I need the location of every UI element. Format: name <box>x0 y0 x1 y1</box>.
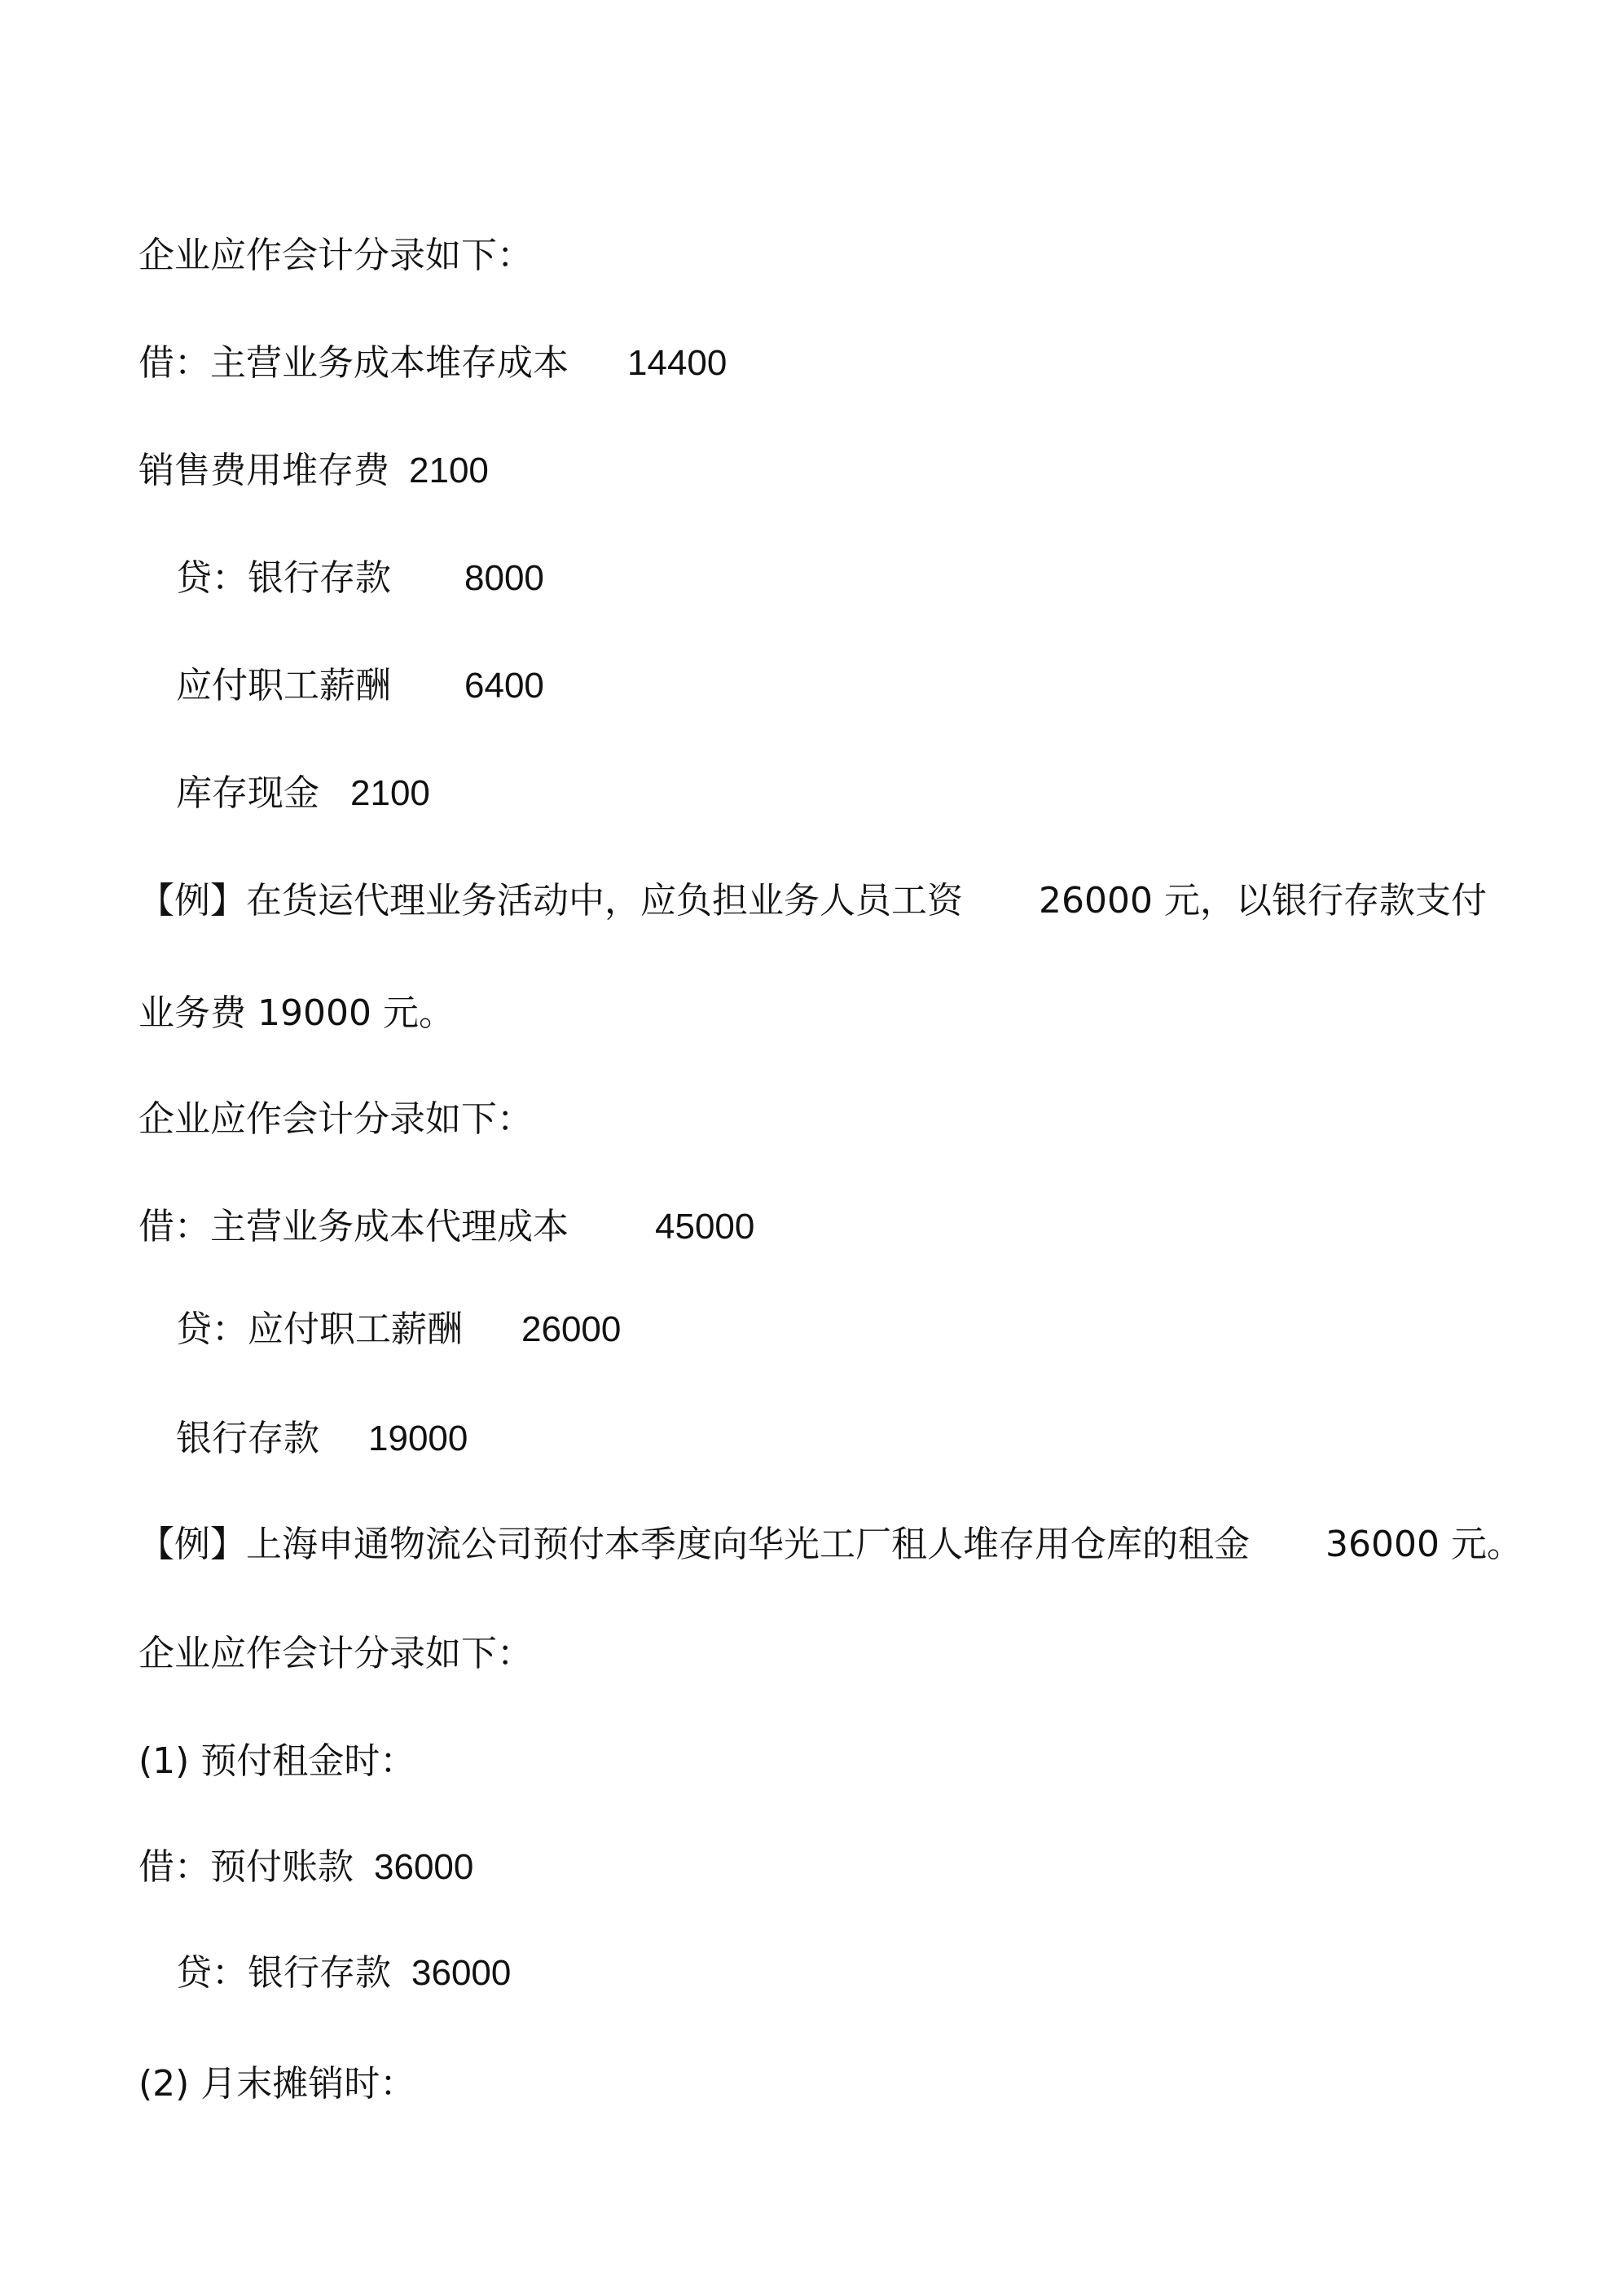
credit-label-cash-on-hand: 库存现金 <box>176 772 319 814</box>
example-freight-agency-continuation: 业务费 19000 元。 <box>138 992 455 1034</box>
credit-amount-payroll-payable: 6400 <box>464 666 544 706</box>
example-warehouse-rent-text: 【例】上海申通物流公司预付本季度向华光工厂租人堆存用仓库的租金 <box>138 1524 1250 1565</box>
debit-amount-main-cost-agency: 45000 <box>655 1207 755 1247</box>
credit-label-payroll-payable: 应付职工薪酬 <box>176 665 391 706</box>
credit-amount-payroll-payable-2: 26000 <box>521 1309 622 1349</box>
debit-label-prepayment: 借：预付账款 <box>138 1846 354 1888</box>
credit-amount-bank-deposit-3: 36000 <box>411 1953 512 1993</box>
debit-amount-sales-expense-storage: 2100 <box>409 451 489 490</box>
credit-amount-cash-on-hand: 2100 <box>350 773 430 813</box>
example-freight-agency-text: 【例】在货运代理业务活动中，应负担业务人员工资 <box>138 880 963 921</box>
debit-amount-prepayment: 36000 <box>374 1847 474 1887</box>
entry-heading-3: 企业应作会计分录如下： <box>138 1633 533 1674</box>
credit-amount-bank-deposit: 8000 <box>464 558 544 598</box>
entry-heading-2: 企业应作会计分录如下： <box>138 1098 533 1140</box>
example-freight-agency-amount: 26000 元，以银行存款支付 <box>1039 880 1487 921</box>
debit-label-main-cost-storage: 借：主营业务成本堆存成本 <box>138 342 569 384</box>
credit-label-bank-deposit: 贷：银行存款 <box>176 557 391 599</box>
debit-amount-main-cost-storage: 14400 <box>627 343 727 383</box>
step-prepay-rent: (1) 预付租金时： <box>138 1740 416 1782</box>
credit-label-payroll-payable-2: 贷：应付职工薪酬 <box>176 1309 463 1350</box>
credit-amount-bank-deposit-2: 19000 <box>368 1419 468 1458</box>
credit-label-bank-deposit-3: 贷：银行存款 <box>176 1952 391 1994</box>
entry-heading-1: 企业应作会计分录如下： <box>138 235 533 276</box>
step-month-end-amortization: (2) 月末摊销时： <box>138 2063 416 2105</box>
debit-label-main-cost-agency: 借：主营业务成本代理成本 <box>138 1206 569 1247</box>
example-warehouse-rent-amount: 36000 元。 <box>1325 1524 1523 1565</box>
credit-label-bank-deposit-2: 银行存款 <box>176 1418 319 1459</box>
debit-label-sales-expense-storage: 销售费用堆存费 <box>138 450 389 491</box>
